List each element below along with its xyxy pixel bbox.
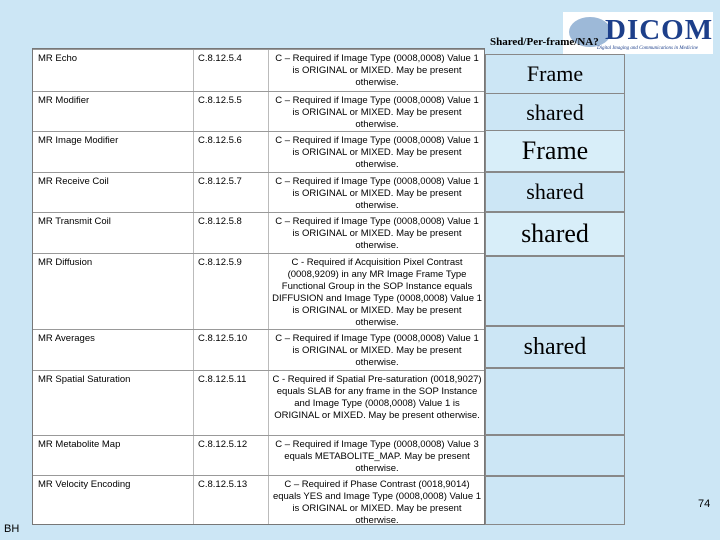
module-name: MR Receive Coil [38,176,109,187]
frame-type-cell [485,476,625,525]
table-row [33,435,484,475]
module-name: MR Velocity Encoding [38,479,131,490]
module-name: MR Image Modifier [38,135,119,146]
module-name: MR Modifier [38,95,90,106]
table-row [33,475,484,524]
usage-text: C – Required if Image Type (0008,0008) Value 1 is ORIGINAL or MIXED. May be present otherwise. [275,135,479,170]
table-row [33,91,484,131]
usage-text: C – Required if Phase Contrast (0018,9014) equals YES and Image Type (0008,0008) Value 1 is ORIGINAL or MIXED. May be present otherwise. [272,479,482,526]
module-table [32,48,485,525]
section-ref: C.8.12.5.12 [198,439,248,450]
section-ref: C.8.12.5.11 [198,374,247,385]
module-name: MR Transmit Coil [38,216,111,227]
section-ref: C.8.12.5.8 [198,216,242,227]
usage-text: C – Required if Image Type (0008,0008) Value 1 is ORIGINAL or MIXED. May be present otherwise. [275,176,479,211]
usage-text: C – Required if Image Type (0008,0008) Value 1 is ORIGINAL or MIXED. May be present otherwise. [275,95,479,130]
column-header: Shared/Per-frame/NA? [490,36,599,48]
section-ref: C.8.12.5.7 [198,176,242,187]
usage-text: C - Required if Spatial Pre-saturation (0018,9027) equals SLAB for any frame in the SOP Instance and Image Type (0008,0008) Value 1 is ORIGINAL or MIXED. May be present otherwise. [272,374,482,421]
frame-type-cell: shared [485,212,625,256]
section-ref: C.8.12.5.9 [198,257,242,268]
table-row [33,212,484,253]
section-ref: C.8.12.5.5 [198,95,242,106]
table-row [33,131,484,172]
table-row [33,329,484,370]
page-number: 74 [698,498,711,510]
section-ref: C.8.12.5.13 [198,479,248,490]
author-initials: BH [4,523,20,535]
frame-type-cell: shared [485,326,625,368]
module-name: MR Spatial Saturation [38,374,131,385]
shared-perframe-column [485,48,625,525]
frame-type-cell [485,435,625,476]
module-name: MR Metabolite Map [38,439,121,450]
section-ref: C.8.12.5.6 [198,135,242,146]
usage-text: C – Required if Image Type (0008,0008) Value 1 is ORIGINAL or MIXED. May be present otherwise. [275,333,479,368]
section-ref: C.8.12.5.4 [198,53,242,64]
section-ref: C.8.12.5.10 [198,333,248,344]
logo-wordmark: DICOM [605,14,714,46]
frame-type-cell [485,368,625,435]
table-row [33,49,484,91]
table-row [33,370,484,435]
table-row [33,172,484,212]
usage-text: C - Required if Acquisition Pixel Contrast (0008,9209) in any MR Image Frame Type Functional Group in the SOP Instance equals DIFFUSION and Image Type (0008,0008) Value 1 is ORIGINAL or MIXED. May be present otherwise. [272,257,482,328]
frame-type-cell: shared [485,93,625,133]
frame-type-cell [485,256,625,326]
module-name: MR Averages [38,333,95,344]
table-row [33,253,484,329]
frame-type-cell: shared [485,172,625,212]
module-name: MR Echo [38,53,78,64]
logo-tagline: Digital Imaging and Communications in Medicine [597,46,698,51]
usage-text: C – Required if Image Type (0008,0008) Value 1 is ORIGINAL or MIXED. May be present otherwise. [275,216,479,251]
module-name: MR Diffusion [38,257,93,268]
frame-type-cell: Frame [485,54,625,94]
usage-text: C – Required if Image Type (0008,0008) Value 1 is ORIGINAL or MIXED. May be present otherwise. [275,53,479,88]
usage-text: C – Required if Image Type (0008,0008) Value 3 equals METABOLITE_MAP. May be present otherwise. [275,439,479,474]
frame-type-cell: Frame [485,130,625,172]
